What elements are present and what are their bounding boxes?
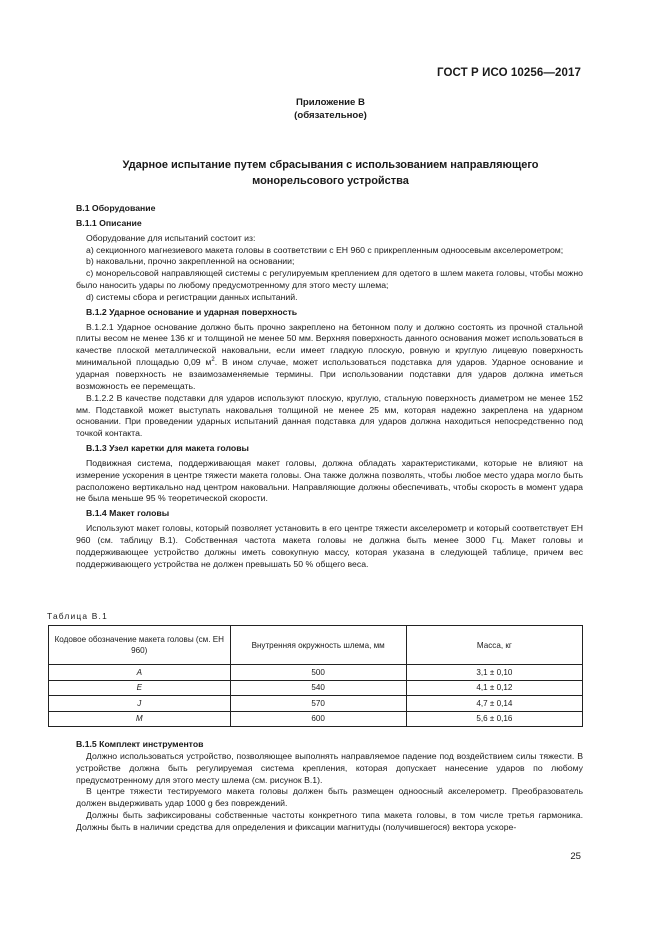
paragraph-b15-2: В центре тяжести тестируемого макета головы должен быть размещен одноосный акселерометр. Преобразователь должен выдерживать удар 1000 g без повреждений. — [76, 786, 583, 809]
heading-b13: В.1.3 Узел каретки для макета головы — [86, 443, 249, 454]
annex-title: Приложение В — [296, 97, 365, 108]
table-row — [49, 711, 583, 727]
cell-circumference: 500 — [230, 665, 406, 681]
page-number: 25 — [570, 851, 581, 862]
paragraph-b14: Используют макет головы, который позволяет установить в его центре тяжести акселерометр и который соответствует ЕН 960 (см. таблицу В.1). Собственная частота макета головы не должна быть менее 3000 Гц. Макет головы и поддерживающее устройство должны иметь совокупную массу, которая указана в следующей таблице, причем вес поддерживающего устройства не должен превышать 50 % общего веса. — [76, 523, 583, 569]
table-row — [49, 665, 583, 681]
b11-intro: Оборудование для испытаний состоит из: — [86, 232, 256, 243]
cell-code: A — [49, 665, 231, 681]
table-row — [49, 696, 583, 712]
table-row — [49, 680, 583, 696]
table-caption: Таблица В.1 — [47, 611, 108, 621]
list-item: с) монорельсовой направляющей системы с регулируемым креплением для одетого в шлем макета головы, чтобы можно было наносить удары по любому предусмотренному для этого месту шлема; — [76, 268, 583, 291]
annex-status: (обязательное) — [294, 110, 367, 121]
b121-superscript: 2 — [211, 357, 215, 364]
paragraph-b15-3: Должны быть зафиксированы собственные частоты конкретного типа макета головы, в том числе третья гармоника. Должны быть в наличии средства для определения и фиксации магнитуды (получившегося) вектора ускоре- — [76, 810, 583, 832]
heading-b11: В.1.1 Описание — [76, 217, 142, 228]
header-cell-code: Кодовое обозначение макета головы (см. ЕН 960) — [49, 626, 231, 665]
b121-text-post: . В ином случае, может использоваться подставка для ударов. Ударное основание и ударная поверхность не взаимозаменяемые термины. При использовании подставки для ударов должна иметься возможность ее перемещать. — [76, 357, 583, 391]
document-body-continued — [76, 739, 583, 834]
cell-mass: 3,1 ± 0,10 — [406, 665, 582, 681]
list-item: d) системы сбора и регистрации данных испытаний. — [86, 291, 298, 302]
cell-code: M — [49, 711, 231, 727]
document-title: Ударное испытание путем сбрасывания с использованием направляющего монорельсового устройства — [122, 159, 539, 187]
heading-b15: В.1.5 Комплект инструментов — [76, 739, 204, 749]
cell-code: J — [49, 696, 231, 712]
paragraph-b13: Подвижная система, поддерживающая макет головы, должна обладать характеристиками, которые не влияют на измерение ускорения в центре тяжести макета головы. Она также должна позволять, чтобы любое место удара могло быть расположено вертикально над центром наковальни. Направляющие должны обеспечивать, чтобы скорость в момент удара не была меньше 95 % теоретической скорости. — [76, 457, 583, 504]
cell-circumference: 570 — [230, 696, 406, 712]
header-cell-circumference: Внутренняя окружность шлема, мм — [230, 626, 406, 665]
standard-id: ГОСТ Р ИСО 10256—2017 — [436, 67, 581, 79]
cell-mass: 4,7 ± 0,14 — [406, 696, 582, 712]
paragraph-b122: В.1.2.2 В качестве подставки для ударов используют плоскую, круглую, стальную поверхность диаметром не менее 152 мм. Подставкой может выступать наковальня толщиной не менее 25 мм, которая надежно закреплена на ударном основании. При проведении ударных испытаний данная подставка для ударов должна находиться непосредственно под точкой контакта. — [76, 392, 583, 439]
heading-b1: В.1 Оборудование — [76, 203, 156, 213]
cell-code: E — [49, 680, 231, 696]
header-cell-mass: Масса, кг — [406, 626, 582, 665]
table-b1 — [48, 625, 583, 727]
list-item: а) секционного магнезиевого макета головы в соответствии с ЕН 960 с прикрепленным одноосевым акселерометром; — [86, 244, 564, 255]
cell-mass: 4,1 ± 0,12 — [406, 680, 582, 696]
table-header-row — [49, 626, 583, 665]
cell-circumference: 540 — [230, 680, 406, 696]
paragraph-b15-1: Должно использоваться устройство, позволяющее выполнять направляемое падение под воздействием силы тяжести. В устройстве должна быть регулируемая система крепления, которая допускает нанесение ударов по любому предусмотренному для этого месту шлема (см. рисунок В.1). — [76, 750, 583, 785]
heading-b14: В.1.4 Макет головы — [86, 508, 170, 519]
paragraph-b121 — [76, 322, 583, 393]
list-item: b) наковальни, прочно закрепленной на основании; — [86, 256, 295, 267]
cell-mass: 5,6 ± 0,16 — [406, 711, 582, 727]
cell-circumference: 600 — [230, 711, 406, 727]
heading-b12: В.1.2 Ударное основание и ударная поверхность — [86, 306, 298, 317]
b121-text-pre: В.1.2.1 Ударное основание должно быть прочно закреплено на бетонном полу и должно состоять из прочной стальной плиты весом не менее 136 кг и толщиной не менее 50 мм. Верхняя поверхность данного основания может использоваться в качестве плоской металлической наковальни, если имеет гладкую плоскую, ровную и круглую лицевую поверхность минимальной площадью 0,09 м — [76, 321, 583, 368]
document-body — [76, 203, 583, 570]
